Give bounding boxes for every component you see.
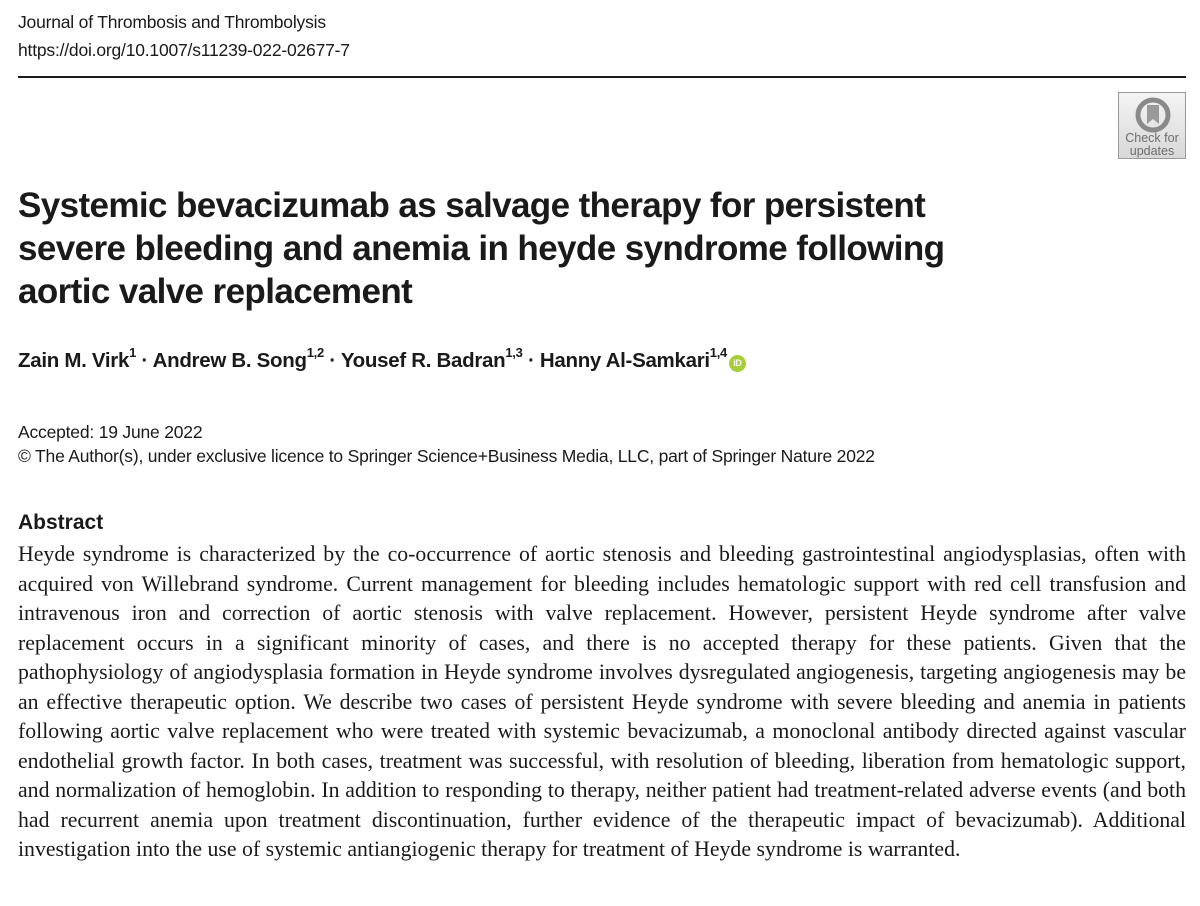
check-for-label: Check for xyxy=(1125,131,1179,145)
author-list xyxy=(18,345,746,373)
author-affiliation: 1,2 xyxy=(306,345,324,361)
orcid-icon[interactable]: iD xyxy=(729,355,746,372)
header-divider xyxy=(18,76,1186,78)
author-affiliation: 1,3 xyxy=(505,345,523,361)
author-name[interactable]: Andrew B. Song xyxy=(152,349,307,372)
accepted-date: Accepted: 19 June 2022 xyxy=(18,422,203,442)
author-affiliation: 1,4 xyxy=(709,345,727,361)
abstract-heading: Abstract xyxy=(18,511,104,534)
bookmark-refresh-icon xyxy=(1135,97,1171,133)
author-name[interactable]: Hanny Al-Samkari xyxy=(539,349,710,372)
author-separator: · xyxy=(136,349,153,372)
author-separator: · xyxy=(522,349,540,372)
author-affiliation: 1 xyxy=(129,345,137,361)
article-title: Systemic bevacizumab as salvage therapy for persistent severe bleeding and anemia in heyde syndrome following aortic valve replacement xyxy=(18,186,945,311)
updates-label: updates xyxy=(1129,144,1175,158)
journal-name: Journal of Thrombosis and Thrombolysis xyxy=(18,12,326,32)
check-for-updates-button[interactable] xyxy=(1118,92,1186,159)
abstract-text: Heyde syndrome is characterized by the co-occurrence of aortic stenosis and bleeding gastrointestinal angiodysplasias, often with acquired von Willebrand syndrome. Current management for bleeding includes hematologic support with red cell transfusion and intravenous iron and correction of aortic stenosis with valve replacement. However, persistent Heyde syndrome after valve replacement occurs in a significant minority of cases, and there is no accepted therapy for these patients. Given that the pathophysiology of angiodysplasia formation in Heyde syndrome involves dysregulated angiogenesis, targeting angiogenesis may be an effective therapeutic option. We describe two cases of persistent Heyde syndrome with severe bleeding and anemia in patients following aortic valve replacement who were treated with systemic bevacizumab, a monoclonal antibody directed against vascular endothelial growth factor. In both cases, treatment was successful, with resolution of bleeding, liberation from hematologic support, and normalization of hemoglobin. In addition to responding to therapy, neither patient had treatment-related adverse events (and both had recurrent anemia upon treatment discontinuation, further evidence of the therapeutic impact of bevacizumab). Additional investigation into the use of systemic antiangiogenic therapy for treatment of Heyde syndrome is warranted. xyxy=(18,542,1186,861)
author-name[interactable]: Zain M. Virk xyxy=(18,349,130,372)
doi-link[interactable]: https://doi.org/10.1007/s11239-022-02677-7 xyxy=(18,40,350,60)
author-separator: · xyxy=(323,349,341,372)
author-name[interactable]: Yousef R. Badran xyxy=(340,349,506,372)
copyright-notice: © The Author(s), under exclusive licence to Springer Science+Business Media, LLC, part of Springer Nature 2022 xyxy=(18,446,875,466)
